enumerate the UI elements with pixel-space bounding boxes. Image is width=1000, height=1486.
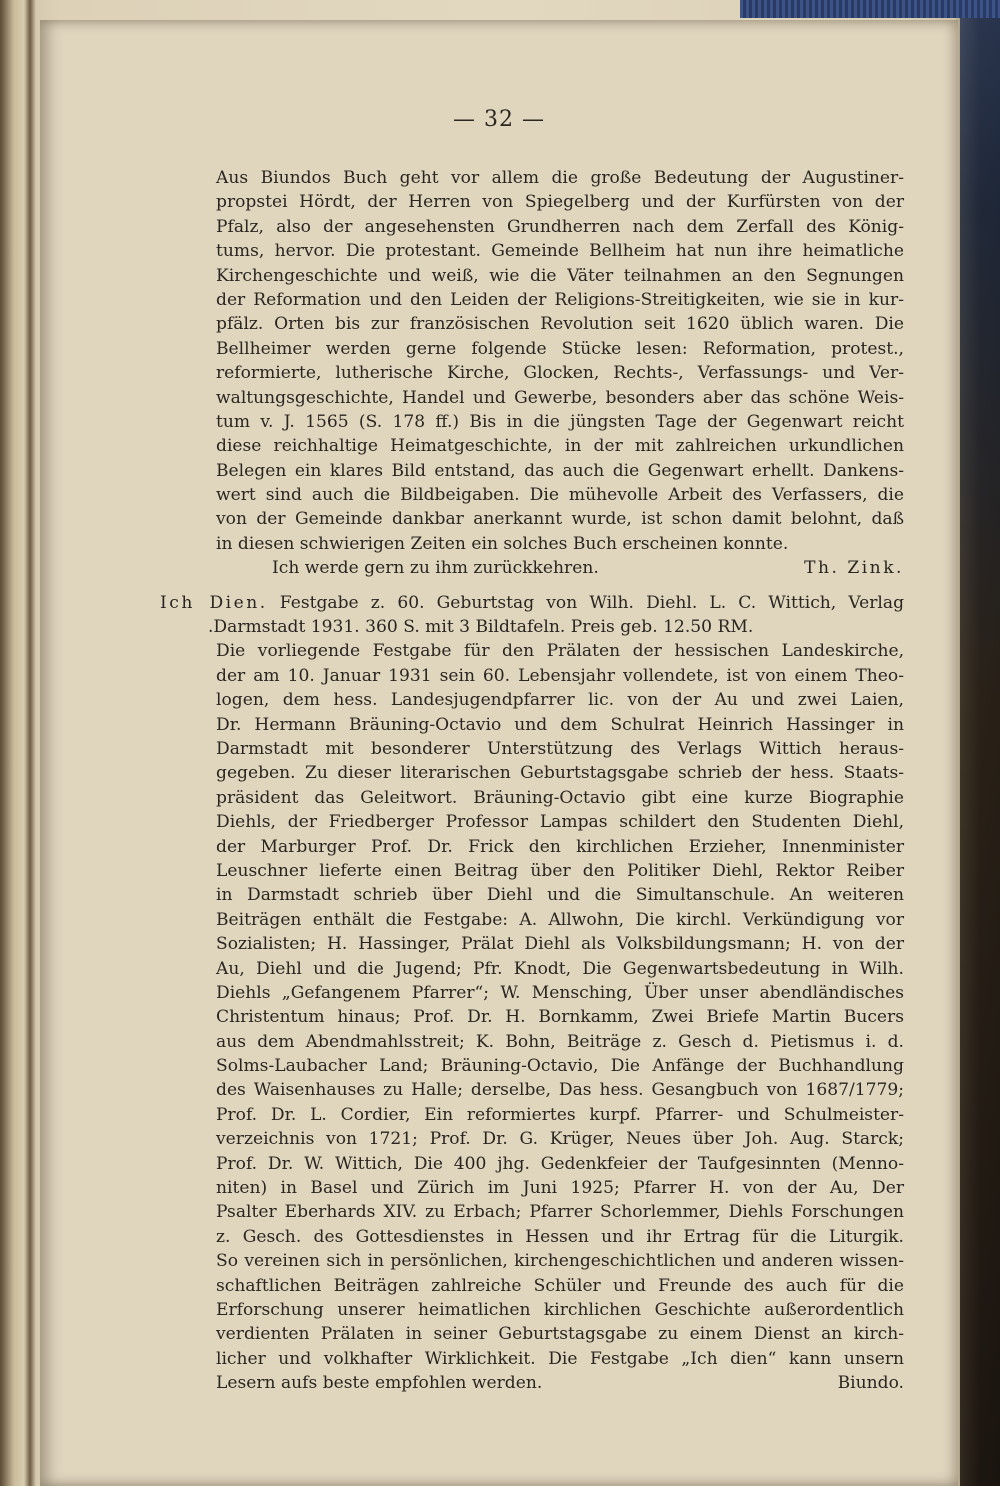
text-line: der Reformation und den Leiden der Religions-Streitigkeiten, wie sie in kur- [216, 289, 904, 310]
body-text [160, 166, 905, 1396]
text-line: der Marburger Prof. Dr. Frick den kirchlichen Erzieher, Innenminister [216, 836, 904, 857]
review1-closing-row [216, 556, 904, 580]
text-line: Leuschner lieferte einen Beitrag über den Politiker Diehl, Rektor Reiber [216, 860, 904, 881]
text-line: Au, Diehl und die Jugend; Pfr. Knodt, Die Gegenwartsbedeutung in Wilh. [216, 958, 904, 979]
text-line: Christentum hinaus; Prof. Dr. H. Bornkamm, Zwei Briefe Martin Bucers [216, 1007, 904, 1028]
text-line: gegeben. Zu dieser literarischen Geburtstagsgabe schrieb der hess. Staats- [216, 763, 904, 784]
text-line: propstei Hördt, der Herren von Spiegelberg und der Kurfürsten von der [216, 192, 904, 213]
text-line: Bellheimer werden gerne folgende Stücke lesen: Reformation, protest., [216, 338, 904, 359]
text-line: Solms-Laubacher Land; Bräuning-Octavio, Die Anfänge der Buchhandlung [216, 1056, 904, 1077]
review2-heading-line2: .Darmstadt 1931. 360 S. mit 3 Bildtafeln. Preis geb. 12.50 RM. [208, 617, 754, 638]
text-line: Erforschung unserer heimatlichen kirchlichen Geschichte außerordentlich [216, 1299, 904, 1320]
review2-signature: Biundo. [837, 1373, 904, 1394]
review-ich-dien [216, 639, 904, 1371]
review2-last-line: Lesern aufs beste empfohlen werden. [216, 1373, 543, 1394]
text-line: Prof. Dr. W. Wittich, Die 400 jhg. Gedenkfeier der Taufgesinnten (Menno- [216, 1153, 904, 1174]
page-sheet [40, 20, 958, 1486]
review2-heading-line [160, 591, 904, 615]
text-line: Darmstadt mit besonderer Unterstützung des Verlags Wittich heraus- [216, 738, 904, 759]
text-line: aus dem Abendmahlsstreit; K. Bohn, Beiträge z. Gesch d. Pietismus i. d. [216, 1031, 904, 1052]
text-line: in Darmstadt schrieb über Diehl und die Simultanschule. An weiteren [216, 885, 904, 906]
text-line: niten) in Basel und Zürich im Juni 1925; Pfarrer H. von der Au, Der [216, 1178, 904, 1199]
text-line: verdienten Prälaten in seiner Geburtstagsgabe zu einem Dienst an kirch- [216, 1324, 904, 1345]
text-line: von der Gemeinde dankbar anerkannt wurde, ist schon damit belohnt, daß [216, 509, 904, 530]
review2-closing-row [216, 1371, 904, 1395]
review2-heading-rest: Festgabe z. 60. Geburtstag von Wilh. Diehl. L. C. Wittich, Verlag [279, 592, 905, 613]
text-line: präsident das Geleitwort. Bräuning-Octavio gibt eine kurze Biographie [216, 787, 904, 808]
text-line: verzeichnis von 1721; Prof. Dr. G. Krüger, Neues über Joh. Aug. Starck; [216, 1129, 904, 1150]
text-line: Belegen ein klares Bild entstand, das auch die Gegenwart erhellt. Dankens- [216, 460, 904, 481]
review-biundo-book [216, 166, 904, 556]
text-line: der am 10. Januar 1931 sein 60. Lebensjahr vollendete, ist von einem Theo- [216, 665, 904, 686]
text-line: Die vorliegende Festgabe für den Prälaten der hessischen Landeskirche, [216, 641, 904, 662]
text-line: in diesen schwierigen Zeiten ein solches Buch erscheinen konnte. [216, 533, 789, 554]
text-line: Prof. Dr. L. Cordier, Ein reformiertes kurpf. Pfarrer- und Schulmeister- [216, 1104, 904, 1125]
text-line: Aus Biundos Buch geht vor allem die große Bedeutung der Augustiner- [216, 168, 904, 188]
text-line: logen, dem hess. Landesjugendpfarrer lic. von der Au und zwei Laien, [216, 690, 904, 711]
text-line: Kirchengeschichte und weiß, wie die Väter teilnahmen an den Segnungen [216, 265, 904, 286]
text-line: pfälz. Orten bis zur französischen Revolution seit 1620 üblich waren. Die [216, 314, 904, 335]
text-line: z. Gesch. des Gottesdienstes in Hessen und ihr Ertrag für die Liturgik. [216, 1226, 904, 1247]
text-line: tum v. J. 1565 (S. 178 ff.) Bis in die jüngsten Tage der Gegenwart reicht [216, 411, 904, 432]
text-line: Sozialisten; H. Hassinger, Prälat Diehl als Volksbildungsmann; H. von der [216, 934, 904, 955]
text-line: Psalter Eberhards XIV. zu Erbach; Pfarrer Schorlemmer, Diehls Forschungen [216, 1202, 904, 1223]
text-line: licher und volkhafter Wirklichkeit. Die Festgabe „Ich dien“ kann unsern [216, 1348, 904, 1369]
text-line: diese reichhaltige Heimatgeschichte, in der mit zahlreichen urkundlichen [216, 436, 904, 457]
text-line: reformierte, lutherische Kirche, Glocken, Rechts-, Verfassungs- und Ver- [216, 363, 904, 384]
binding-tape [740, 0, 1000, 18]
text-line: So vereinen sich in persönlichen, kirchengeschichtlichen und anderen wissen- [216, 1251, 904, 1272]
review1-closing: Ich werde gern zu ihm zurückkehren. [272, 558, 599, 579]
text-line: wert sind auch die Bildbeigaben. Die mühevolle Arbeit des Verfassers, die [216, 485, 904, 506]
text-line: schaftlichen Beiträgen zahlreiche Schüler und Freunde des auch für die [216, 1275, 904, 1296]
review1-signature: Th. Zink. [804, 558, 904, 579]
text-line: Pfalz, also der angesehensten Grundherren nach dem Zerfall des König- [216, 216, 904, 237]
text-line: des Waisenhauses zu Halle; derselbe, Das hess. Gesangbuch von 1687/1779; [216, 1080, 904, 1101]
text-line: Diehls „Gefangenem Pfarrer“; W. Mensching, Über unser abendländisches [216, 982, 904, 1003]
text-line: Beiträgen enthält die Festgabe: A. Allwohn, Die kirchl. Verkündigung vor [216, 909, 904, 930]
text-line: Dr. Hermann Bräuning-Octavio und dem Schulrat Heinrich Hassinger in [216, 714, 904, 735]
section-gap [216, 581, 904, 591]
book-spine [960, 0, 1000, 1486]
page-number: — 32 — [453, 107, 545, 132]
review2-title: Ich Dien. [160, 592, 268, 613]
text-line: Diehls, der Friedberger Professor Lampas schildert den Studenten Diehl, [216, 812, 904, 833]
text-line: waltungsgeschichte, Handel und Gewerbe, besonders aber das schöne Weis- [216, 387, 904, 408]
text-line: tums, hervor. Die protestant. Gemeinde Bellheim hat nun ihre heimatliche [216, 241, 904, 262]
